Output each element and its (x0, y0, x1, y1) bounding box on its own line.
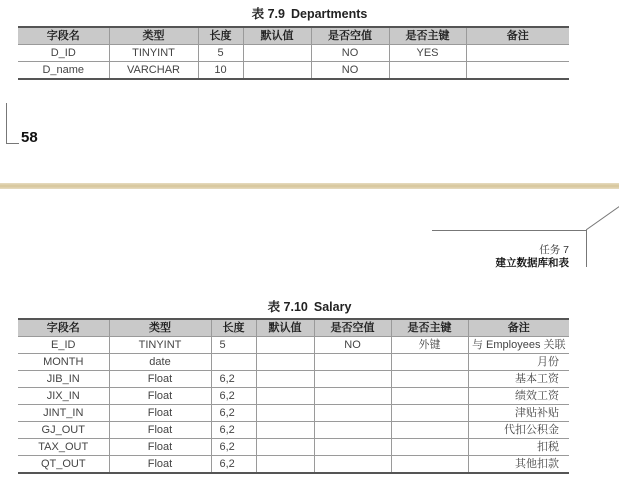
cell-field: JIB_IN (18, 371, 109, 388)
cell-primary-key: 外键 (391, 337, 468, 354)
cell-remark: 津贴补贴 (468, 405, 569, 422)
cell-default (256, 337, 314, 354)
header-cell-primary-key: 是否主键 (391, 319, 468, 337)
cell-field: D_ID (18, 45, 109, 62)
cell-length: 6,2 (211, 371, 256, 388)
cell-primary-key (389, 62, 466, 80)
cell-field: E_ID (18, 337, 109, 354)
cell-field: GJ_OUT (18, 422, 109, 439)
cell-field: D_name (18, 62, 109, 80)
cell-length: 6,2 (211, 422, 256, 439)
cell-length: 6,2 (211, 439, 256, 456)
cell-field: JIX_IN (18, 388, 109, 405)
table-row (18, 337, 569, 354)
cell-remark: 代扣公积金 (468, 422, 569, 439)
cell-remark: 与 Employees 关联 (468, 337, 569, 354)
table-row (18, 45, 569, 62)
cell-default (243, 45, 311, 62)
cell-nullable (314, 388, 391, 405)
cell-type: Float (109, 456, 211, 474)
cell-primary-key (391, 371, 468, 388)
cell-nullable: NO (311, 62, 389, 80)
cell-nullable (314, 422, 391, 439)
table-header-row (18, 319, 569, 337)
running-header-title: 建立数据库和表 (495, 257, 569, 269)
table-title: Departments (290, 7, 368, 21)
table-title: Salary (313, 300, 352, 314)
cell-remark: 其他扣款 (468, 456, 569, 474)
cell-nullable (314, 439, 391, 456)
cell-remark (466, 62, 569, 80)
cell-length: 6,2 (211, 405, 256, 422)
cell-nullable (314, 371, 391, 388)
running-header-task: 任务 7 (539, 244, 569, 256)
running-header-rule (432, 230, 586, 231)
cell-remark: 扣税 (468, 439, 569, 456)
cell-default (256, 456, 314, 474)
running-header-vertical-rule (586, 230, 587, 267)
cell-primary-key (391, 354, 468, 371)
cell-type: TINYINT (109, 337, 211, 354)
header-cell-type: 类型 (109, 27, 198, 45)
table-number: 表 7.9 (251, 7, 285, 21)
cell-nullable (314, 354, 391, 371)
cell-length: 6,2 (211, 456, 256, 474)
salary-table (18, 318, 569, 474)
cell-default (256, 439, 314, 456)
header-cell-length: 长度 (211, 319, 256, 337)
header-cell-remark: 备注 (466, 27, 569, 45)
table-number: 表 7.10 (267, 300, 308, 314)
cell-default (256, 405, 314, 422)
cell-length: 6,2 (211, 388, 256, 405)
cell-primary-key (391, 405, 468, 422)
header-cell-field: 字段名 (18, 27, 109, 45)
cell-default (256, 422, 314, 439)
cell-field: JINT_IN (18, 405, 109, 422)
cell-length (211, 354, 256, 371)
header-cell-primary-key: 是否主键 (389, 27, 466, 45)
header-cell-length: 长度 (198, 27, 243, 45)
cell-default (256, 388, 314, 405)
page-number: 58 (21, 129, 38, 146)
cell-type: Float (109, 422, 211, 439)
table-header-row (18, 27, 569, 45)
cell-length: 10 (198, 62, 243, 80)
table-row (18, 456, 569, 474)
table-row (18, 388, 569, 405)
cell-primary-key (391, 456, 468, 474)
cell-type: VARCHAR (109, 62, 198, 80)
table-row (18, 62, 569, 80)
page-bracket-vertical (6, 103, 7, 144)
cell-length: 5 (198, 45, 243, 62)
cell-field: QT_OUT (18, 456, 109, 474)
cell-primary-key: YES (389, 45, 466, 62)
cell-default (256, 371, 314, 388)
cell-primary-key (391, 388, 468, 405)
table-row (18, 405, 569, 422)
header-cell-remark: 备注 (468, 319, 569, 337)
header-cell-default: 默认值 (256, 319, 314, 337)
cell-type: Float (109, 388, 211, 405)
header-cell-field: 字段名 (18, 319, 109, 337)
table-row (18, 371, 569, 388)
table-row (18, 422, 569, 439)
cell-field: TAX_OUT (18, 439, 109, 456)
header-cell-nullable: 是否空值 (314, 319, 391, 337)
cell-type: Float (109, 439, 211, 456)
cell-type: date (109, 354, 211, 371)
departments-table (18, 26, 569, 80)
page-bracket-horizontal (6, 143, 19, 144)
cell-remark: 基本工资 (468, 371, 569, 388)
cell-nullable (314, 405, 391, 422)
cell-primary-key (391, 439, 468, 456)
cell-remark (466, 45, 569, 62)
cell-length: 5 (211, 337, 256, 354)
cell-default (256, 354, 314, 371)
cell-type: Float (109, 405, 211, 422)
page-separator-band (0, 183, 619, 189)
table-row (18, 439, 569, 456)
table-row (18, 354, 569, 371)
cell-type: Float (109, 371, 211, 388)
header-cell-nullable: 是否空值 (311, 27, 389, 45)
cell-field: MONTH (18, 354, 109, 371)
cell-nullable (314, 456, 391, 474)
cell-default (243, 62, 311, 80)
cell-primary-key (391, 422, 468, 439)
header-cell-type: 类型 (109, 319, 211, 337)
header-cell-default: 默认值 (243, 27, 311, 45)
cell-nullable: NO (314, 337, 391, 354)
table-caption-salary (0, 297, 619, 315)
table-caption-departments (0, 4, 619, 22)
cell-remark: 月份 (468, 354, 569, 371)
cell-nullable: NO (311, 45, 389, 62)
running-header-diagonal (586, 206, 619, 231)
cell-remark: 绩效工资 (468, 388, 569, 405)
cell-type: TINYINT (109, 45, 198, 62)
